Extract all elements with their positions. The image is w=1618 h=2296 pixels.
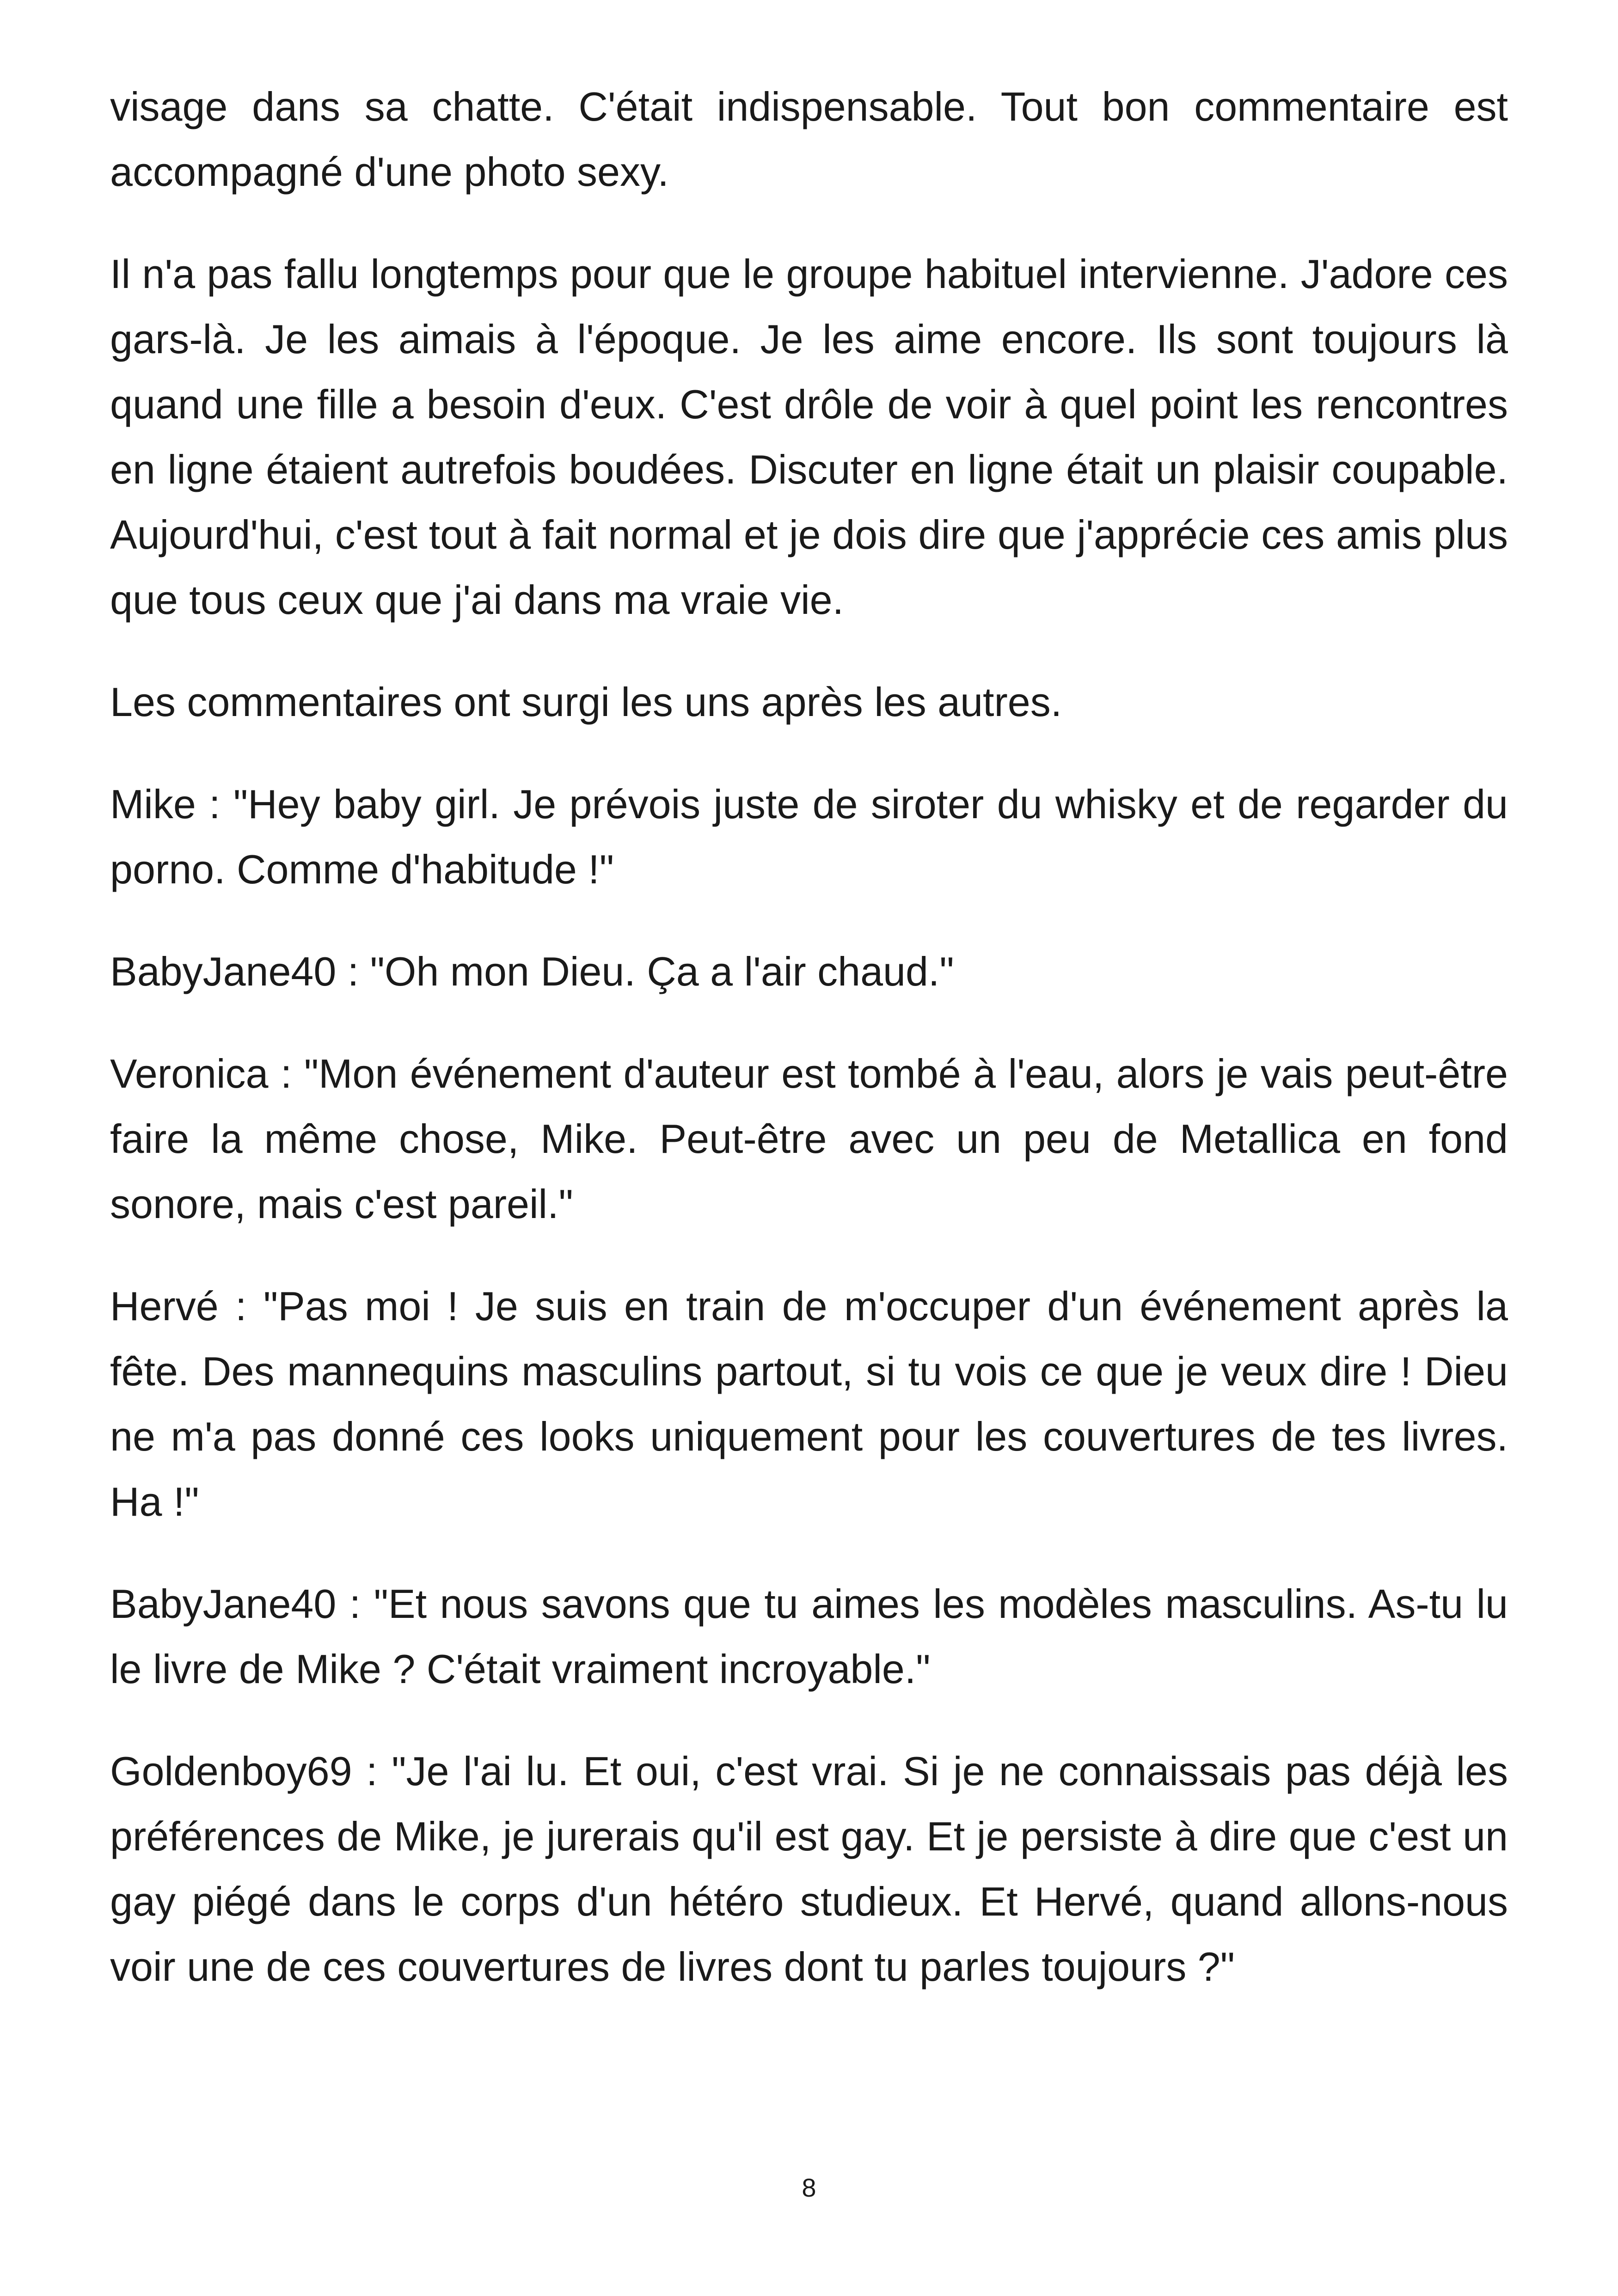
page-number: 8 xyxy=(802,2173,816,2202)
comment-herve: Hervé : "Pas moi ! Je suis en train de m'occuper d'un événement après la fête. Des mannequins masculins partout, si tu vois ce que je veux dire ! Dieu ne m'a pas donné ces looks uniquement pour les couvertures de tes livres. Ha !" xyxy=(110,1283,1508,1525)
paragraph-narrative: Il n'a pas fallu longtemps pour que le groupe habituel intervienne. J'adore ces gars-là. Je les aimais à l'époque. Je les aime encore. Ils sont toujours là quand une fille a besoin d'eux. C'est drôle de voir à quel point les rencontres en ligne étaient autrefois boudées. Discuter en ligne était un plaisir coupable. Aujourd'hui, c'est tout à fait normal et je dois dire que j'apprécie ces amis plus que tous ceux que j'ai dans ma vraie vie. xyxy=(110,251,1508,623)
paragraph-comments-intro: Les commentaires ont surgi les uns après les autres. xyxy=(110,679,1062,725)
paragraph-continuation: visage dans sa chatte. C'était indispensable. Tout bon commentaire est accompagné d'une photo sexy. xyxy=(110,84,1508,195)
comment-babyjane40-2: BabyJane40 : "Et nous savons que tu aimes les modèles masculins. As-tu lu le livre de Mike ? C'était vraiment incroyable." xyxy=(110,1581,1508,1692)
body-text xyxy=(110,74,1508,2036)
comment-goldenboy69: Goldenboy69 : "Je l'ai lu. Et oui, c'est vrai. Si je ne connaissais pas déjà les préférences de Mike, je jurerais qu'il est gay. Et je persiste à dire que c'est un gay piégé dans le corps d'un hétéro studieux. Et Hervé, quand allons-nous voir une de ces couvertures de livres dont tu parles toujours ?" xyxy=(110,1748,1508,1990)
comment-babyjane40-1: BabyJane40 : "Oh mon Dieu. Ça a l'air chaud." xyxy=(110,949,954,994)
comment-mike: Mike : "Hey baby girl. Je prévois juste de siroter du whisky et de regarder du porno. Comme d'habitude !" xyxy=(110,781,1508,892)
comment-veronica: Veronica : "Mon événement d'auteur est tombé à l'eau, alors je vais peut-être faire la même chose, Mike. Peut-être avec un peu de Metallica en fond sonore, mais c'est pareil." xyxy=(110,1051,1508,1227)
